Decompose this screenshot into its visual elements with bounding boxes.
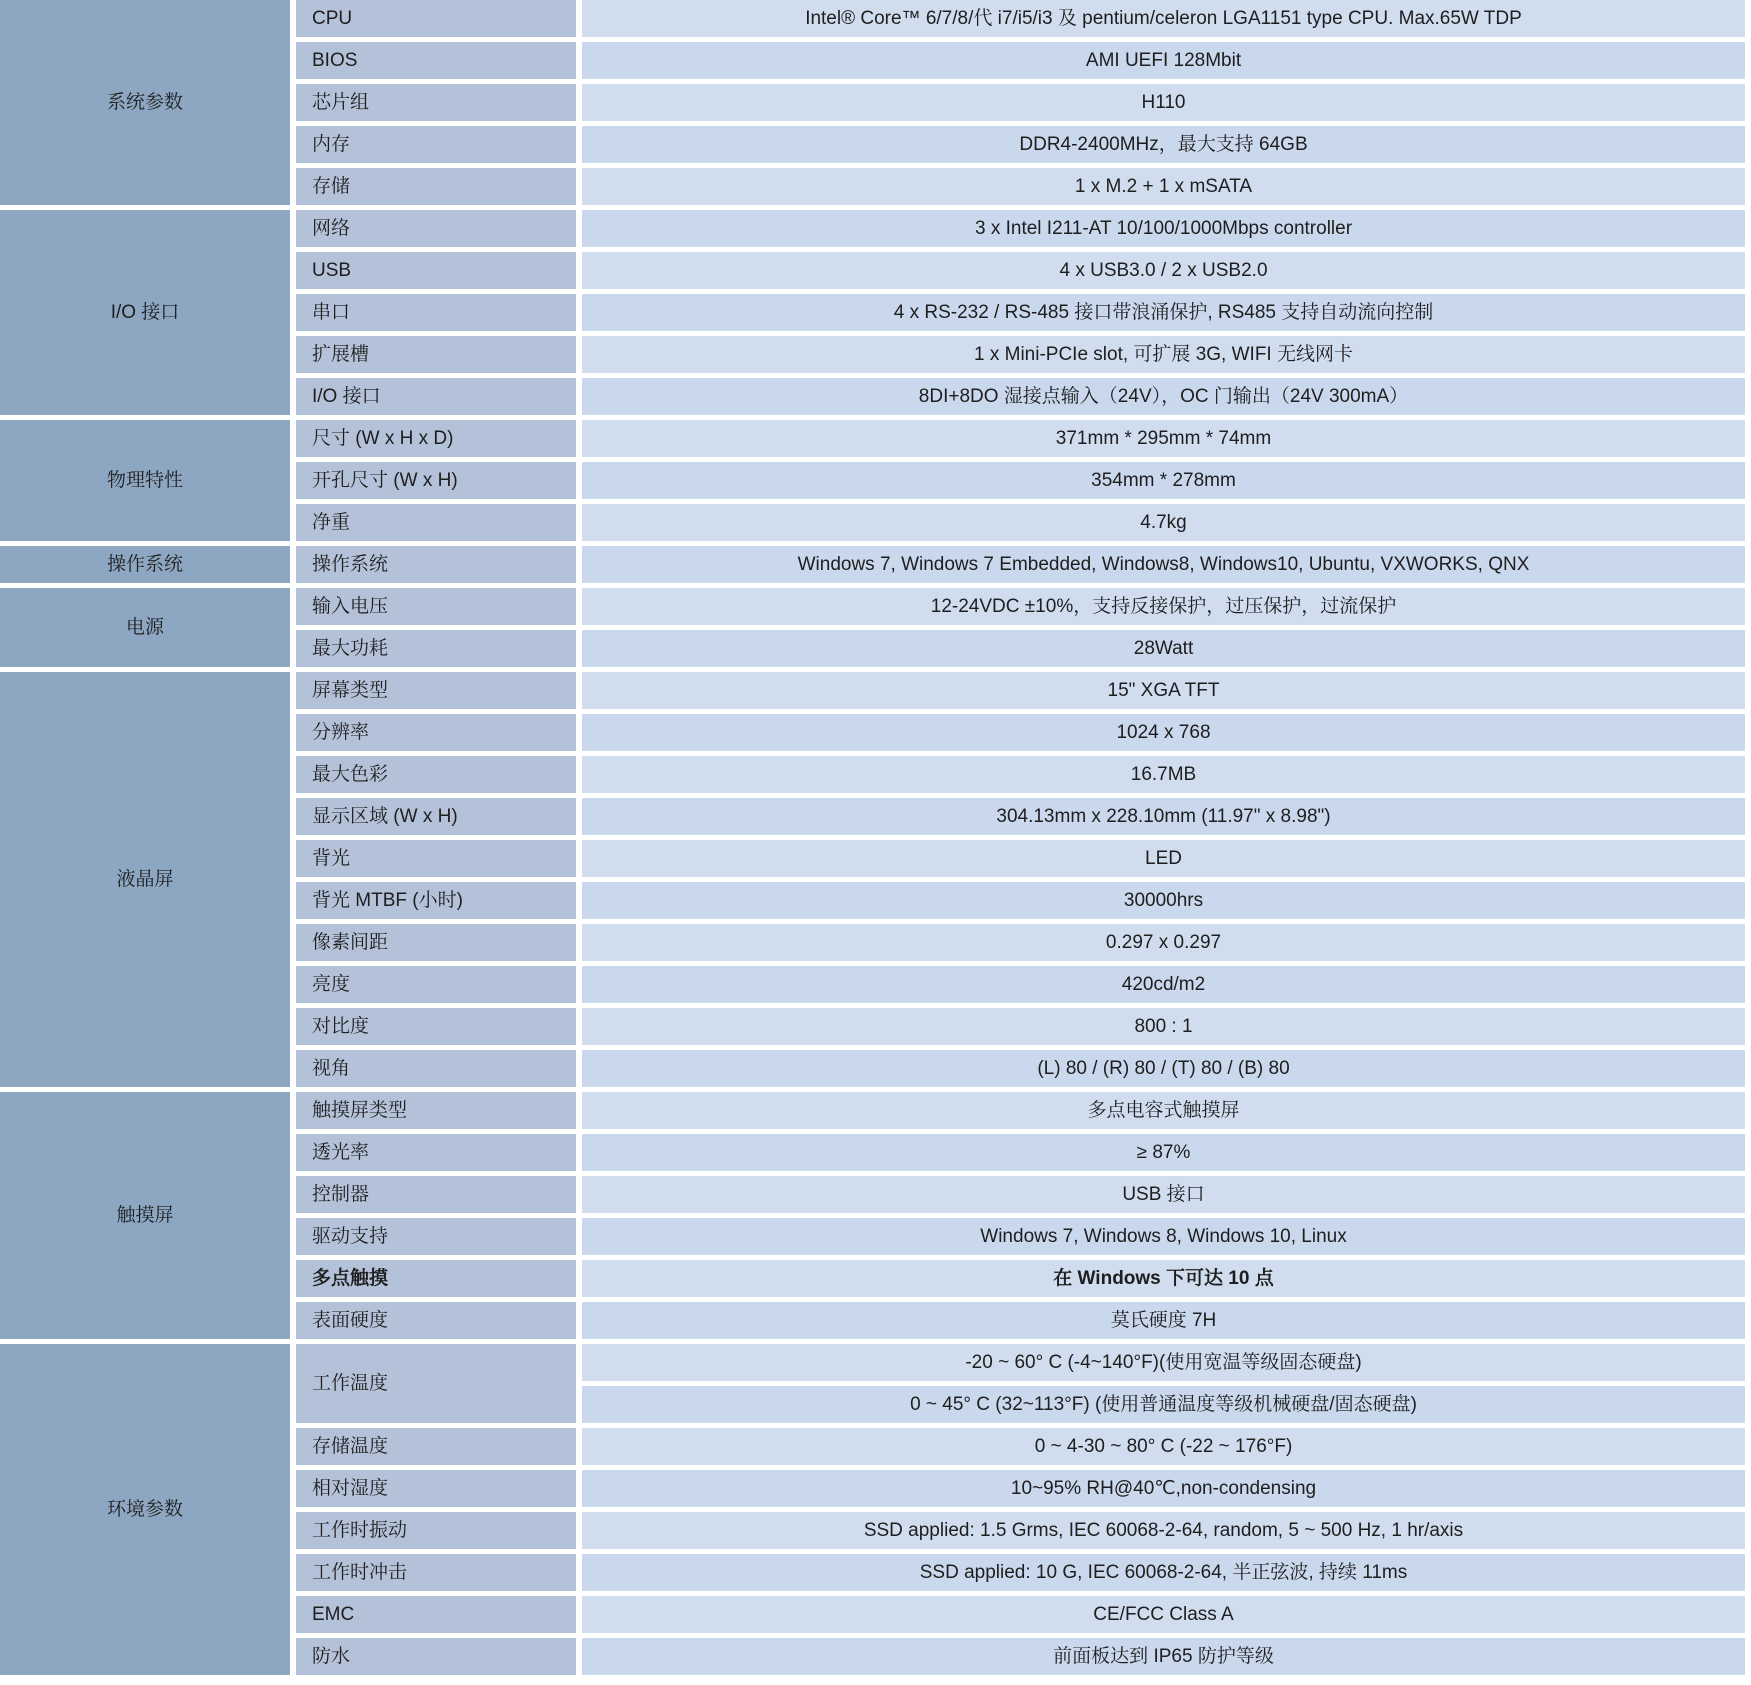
- value-cell: 420cd/m2: [582, 966, 1745, 1003]
- value-cell: 30000hrs: [582, 882, 1745, 919]
- param-label-cell: 网络: [296, 210, 576, 247]
- param-label-cell: 串口: [296, 294, 576, 331]
- value-cell: 4 x USB3.0 / 2 x USB2.0: [582, 252, 1745, 289]
- param-label-cell: 芯片组: [296, 84, 576, 121]
- param-label-cell: 相对湿度: [296, 1470, 576, 1507]
- table-row: [0, 210, 1745, 247]
- value-cell: ≥ 87%: [582, 1134, 1745, 1171]
- param-label-cell: 显示区域 (W x H): [296, 798, 576, 835]
- value-cell: 28Watt: [582, 630, 1745, 667]
- value-cell: 0 ~ 45° C (32~113°F) (使用普通温度等级机械硬盘/固态硬盘): [582, 1386, 1745, 1423]
- value-cell: 800 : 1: [582, 1008, 1745, 1045]
- value-cell: 1 x M.2 + 1 x mSATA: [582, 168, 1745, 205]
- param-label-cell: 对比度: [296, 1008, 576, 1045]
- value-cell: LED: [582, 840, 1745, 877]
- param-label-cell: 防水: [296, 1638, 576, 1675]
- value-cell: 0 ~ 4-30 ~ 80° C (-22 ~ 176°F): [582, 1428, 1745, 1465]
- param-label-cell: USB: [296, 252, 576, 289]
- category-cell: 电源: [0, 588, 290, 667]
- value-cell: 371mm * 295mm * 74mm: [582, 420, 1745, 457]
- param-label-cell: 驱动支持: [296, 1218, 576, 1255]
- value-cell: 12-24VDC ±10%，支持反接保护，过压保护，过流保护: [582, 588, 1745, 625]
- param-label-cell: 开孔尺寸 (W x H): [296, 462, 576, 499]
- param-label-cell: 触摸屏类型: [296, 1092, 576, 1129]
- table-row: [0, 0, 1745, 37]
- param-label-cell: 操作系统: [296, 546, 576, 583]
- param-label-cell: 净重: [296, 504, 576, 541]
- value-cell: 16.7MB: [582, 756, 1745, 793]
- value-cell: 304.13mm x 228.10mm (11.97" x 8.98"): [582, 798, 1745, 835]
- value-cell: DDR4-2400MHz，最大支持 64GB: [582, 126, 1745, 163]
- value-cell: H110: [582, 84, 1745, 121]
- param-label-cell: 存储温度: [296, 1428, 576, 1465]
- param-label-cell: 输入电压: [296, 588, 576, 625]
- param-label-cell: 视角: [296, 1050, 576, 1087]
- table-row: [0, 588, 1745, 625]
- value-cell: 在 Windows 下可达 10 点: [582, 1260, 1745, 1297]
- param-label-cell: 工作时振动: [296, 1512, 576, 1549]
- param-label-cell: EMC: [296, 1596, 576, 1633]
- value-cell: 8DI+8DO 湿接点输入（24V），OC 门输出（24V 300mA）: [582, 378, 1745, 415]
- param-label-cell: 最大色彩: [296, 756, 576, 793]
- param-label-cell: 背光: [296, 840, 576, 877]
- value-cell: 前面板达到 IP65 防护等级: [582, 1638, 1745, 1675]
- value-cell: AMI UEFI 128Mbit: [582, 42, 1745, 79]
- value-cell: 3 x Intel I211-AT 10/100/1000Mbps controller: [582, 210, 1745, 247]
- value-cell: 4.7kg: [582, 504, 1745, 541]
- value-cell: CE/FCC Class A: [582, 1596, 1745, 1633]
- table-row: [0, 1344, 1745, 1381]
- table-row: [0, 546, 1745, 583]
- param-label-cell: 透光率: [296, 1134, 576, 1171]
- param-label-cell: 亮度: [296, 966, 576, 1003]
- param-label-cell: 表面硬度: [296, 1302, 576, 1339]
- category-cell: I/O 接口: [0, 210, 290, 415]
- category-cell: 液晶屏: [0, 672, 290, 1087]
- value-cell: 10~95% RH@40℃,non-condensing: [582, 1470, 1745, 1507]
- param-label-cell: 控制器: [296, 1176, 576, 1213]
- value-cell: 0.297 x 0.297: [582, 924, 1745, 961]
- category-cell: 触摸屏: [0, 1092, 290, 1339]
- param-label-cell: 像素间距: [296, 924, 576, 961]
- category-cell: 操作系统: [0, 546, 290, 583]
- value-cell: 15" XGA TFT: [582, 672, 1745, 709]
- table-row: [0, 1092, 1745, 1129]
- param-label-cell: 内存: [296, 126, 576, 163]
- value-cell: Intel® Core™ 6/7/8/代 i7/i5/i3 及 pentium/celeron LGA1151 type CPU. Max.65W TDP: [582, 0, 1745, 37]
- table-row: [0, 420, 1745, 457]
- value-cell: Windows 7, Windows 7 Embedded, Windows8, Windows10, Ubuntu, VXWORKS, QNX: [582, 546, 1745, 583]
- param-label-cell: 屏幕类型: [296, 672, 576, 709]
- value-cell: 1 x Mini-PCIe slot, 可扩展 3G, WIFI 无线网卡: [582, 336, 1745, 373]
- param-label-cell: 多点触摸: [296, 1260, 576, 1297]
- category-cell: 物理特性: [0, 420, 290, 541]
- param-label-cell: 最大功耗: [296, 630, 576, 667]
- param-label-cell: 分辨率: [296, 714, 576, 751]
- value-cell: SSD applied: 10 G, IEC 60068-2-64, 半正弦波, 持续 11ms: [582, 1554, 1745, 1591]
- param-label-cell: CPU: [296, 0, 576, 37]
- value-cell: (L) 80 / (R) 80 / (T) 80 / (B) 80: [582, 1050, 1745, 1087]
- value-cell: 多点电容式触摸屏: [582, 1092, 1745, 1129]
- param-label-cell: I/O 接口: [296, 378, 576, 415]
- param-label-cell: 尺寸 (W x H x D): [296, 420, 576, 457]
- value-cell: -20 ~ 60° C (-4~140°F)(使用宽温等级固态硬盘): [582, 1344, 1745, 1381]
- param-label-cell: 背光 MTBF (小时): [296, 882, 576, 919]
- param-label-cell: 扩展槽: [296, 336, 576, 373]
- param-label-cell: BIOS: [296, 42, 576, 79]
- value-cell: 4 x RS-232 / RS-485 接口带浪涌保护, RS485 支持自动流向控制: [582, 294, 1745, 331]
- param-label-cell: 工作温度: [296, 1344, 576, 1423]
- param-label-cell: 工作时冲击: [296, 1554, 576, 1591]
- value-cell: 354mm * 278mm: [582, 462, 1745, 499]
- table-row: [0, 672, 1745, 709]
- category-cell: 系统参数: [0, 0, 290, 205]
- category-cell: 环境参数: [0, 1344, 290, 1675]
- value-cell: USB 接口: [582, 1176, 1745, 1213]
- value-cell: Windows 7, Windows 8, Windows 10, Linux: [582, 1218, 1745, 1255]
- value-cell: 1024 x 768: [582, 714, 1745, 751]
- param-label-cell: 存储: [296, 168, 576, 205]
- value-cell: 莫氏硬度 7H: [582, 1302, 1745, 1339]
- value-cell: SSD applied: 1.5 Grms, IEC 60068-2-64, random, 5 ~ 500 Hz, 1 hr/axis: [582, 1512, 1745, 1549]
